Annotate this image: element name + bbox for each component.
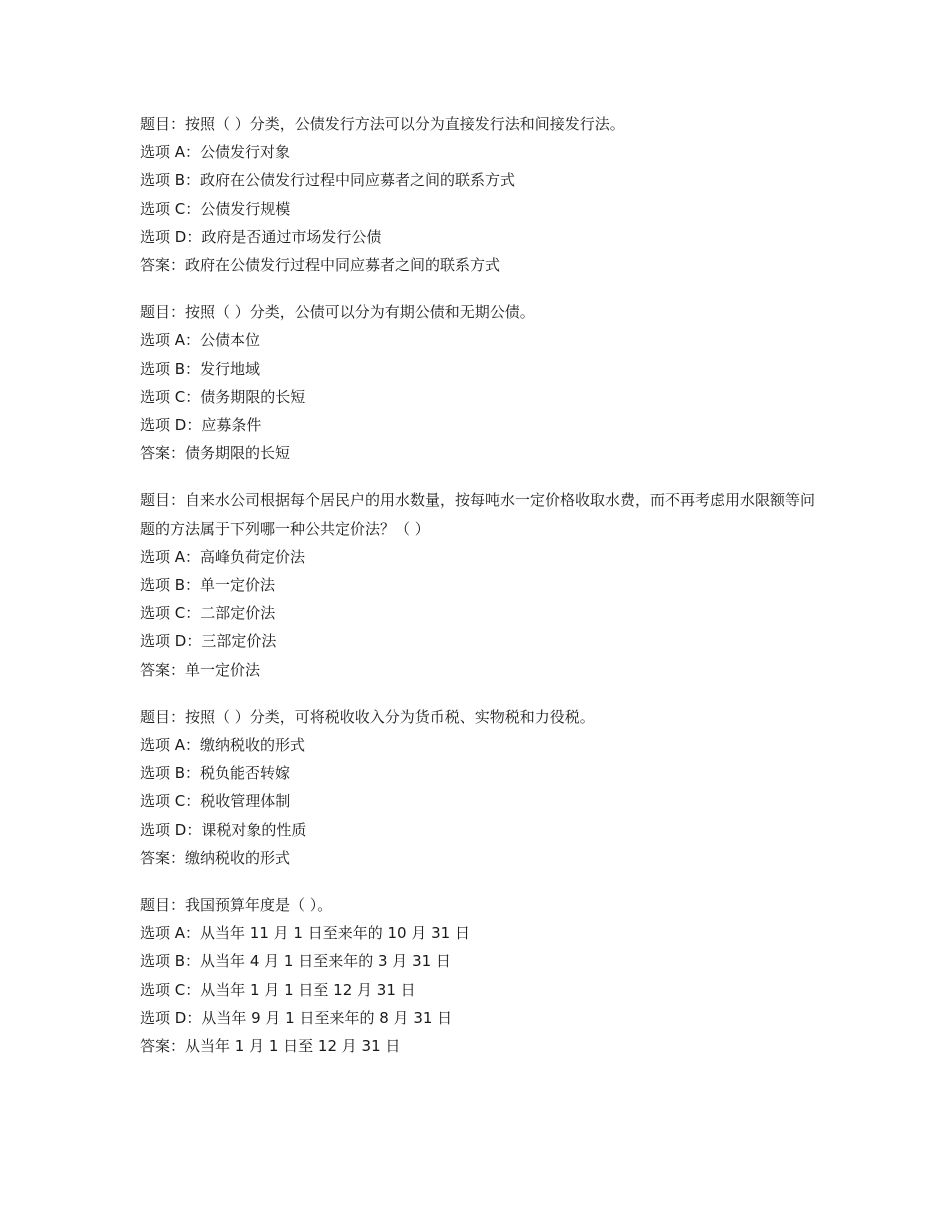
option-b: 选项 B：单一定价法	[140, 576, 276, 595]
question-stem: 题目：按照（ ）分类，可将税收收入分为货币税、实物税和力役税。	[140, 707, 595, 726]
option-c: 选项 C：公债发行规模	[140, 199, 291, 218]
question-block	[140, 486, 820, 683]
answer-line: 答案：债务期限的长短	[140, 444, 291, 463]
answer-line: 答案：单一定价法	[140, 660, 261, 679]
option-d: 选项 D：应募条件	[140, 416, 262, 435]
option-a: 选项 A：公债发行对象	[140, 143, 291, 162]
option-d: 选项 D：政府是否通过市场发行公债	[140, 227, 382, 246]
answer-line: 答案：从当年 1 月 1 日至 12 月 31 日	[140, 1037, 401, 1056]
option-d: 选项 D：三部定价法	[140, 632, 277, 651]
option-b: 选项 B：税负能否转嫁	[140, 764, 291, 783]
option-a: 选项 A：缴纳税收的形式	[140, 736, 306, 755]
question-stem: 题目：按照（ ）分类，公债可以分为有期公债和无期公债。	[140, 303, 535, 322]
question-block	[140, 110, 820, 279]
question-stem: 题目：按照（ ）分类，公债发行方法可以分为直接发行法和间接发行法。	[140, 115, 625, 133]
question-block	[140, 298, 820, 467]
document-page	[140, 110, 820, 1079]
option-c: 选项 C：债务期限的长短	[140, 387, 306, 406]
question-stem: 题目：自来水公司根据每个居民户的用水数量，按每吨水一定价格收取水费，而不再考虑用水限额等问题的方法属于下列哪一种公共定价法？（ ）	[140, 491, 816, 538]
option-d: 选项 D：从当年 9 月 1 日至来年的 8 月 31 日	[140, 1008, 453, 1027]
option-b: 选项 B：政府在公债发行过程中同应募者之间的联系方式	[140, 171, 516, 190]
question-block	[140, 703, 820, 872]
option-c: 选项 C：税收管理体制	[140, 792, 291, 811]
option-b: 选项 B：从当年 4 月 1 日至来年的 3 月 31 日	[140, 952, 451, 971]
option-c: 选项 C：二部定价法	[140, 604, 276, 623]
option-d: 选项 D：课税对象的性质	[140, 820, 307, 839]
option-a: 选项 A：高峰负荷定价法	[140, 547, 306, 566]
question-block	[140, 891, 820, 1060]
option-a: 选项 A：从当年 11 月 1 日至来年的 10 月 31 日	[140, 924, 470, 943]
answer-line: 答案：缴纳税收的形式	[140, 848, 291, 867]
option-b: 选项 B：发行地域	[140, 359, 261, 378]
option-a: 选项 A：公债本位	[140, 331, 261, 350]
question-stem: 题目：我国预算年度是（ ）。	[140, 896, 333, 915]
answer-line: 答案：政府在公债发行过程中同应募者之间的联系方式	[140, 256, 501, 275]
option-c: 选项 C：从当年 1 月 1 日至 12 月 31 日	[140, 980, 416, 999]
